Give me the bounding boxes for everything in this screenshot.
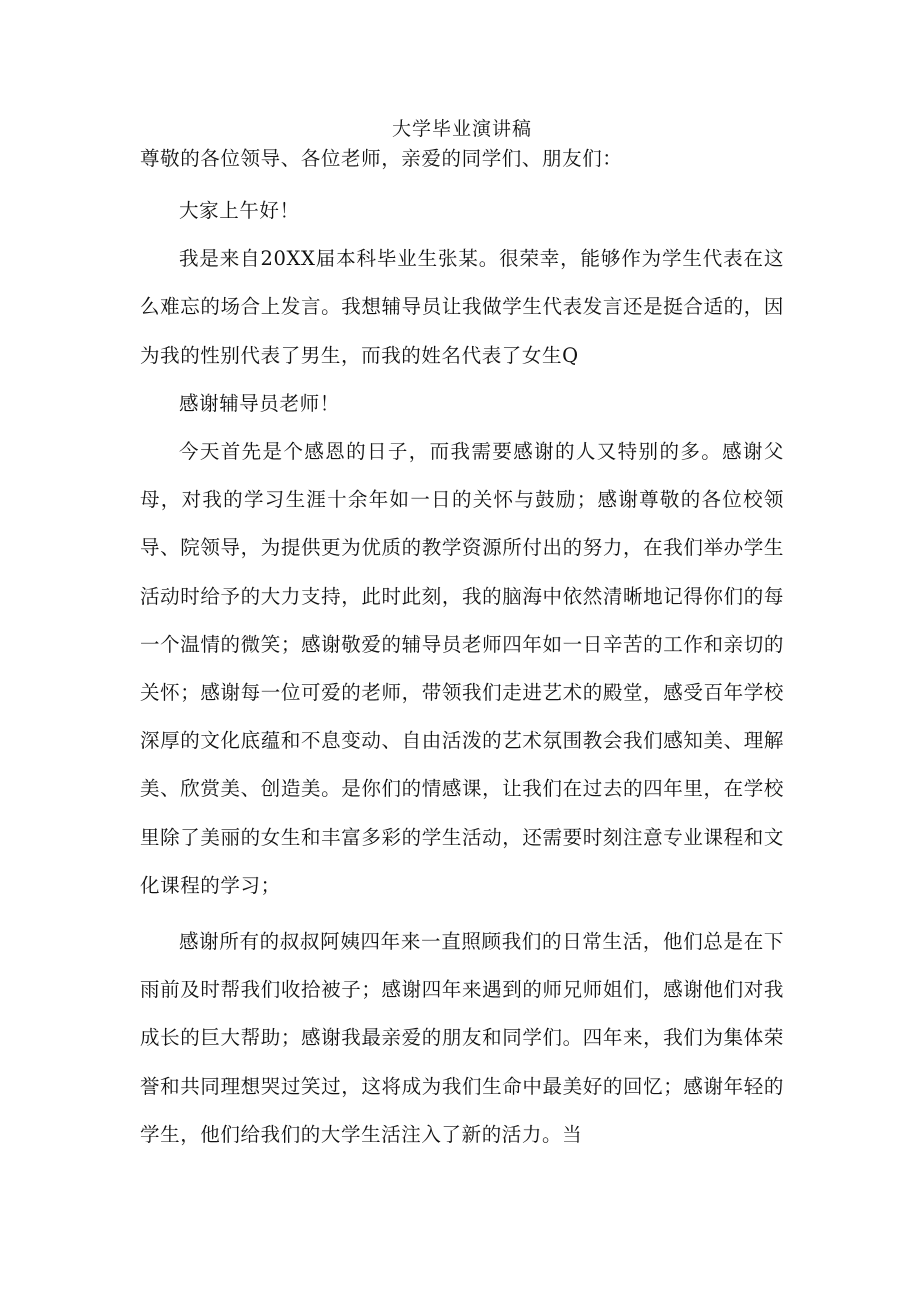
document-title: 大学毕业演讲稿 [391,118,532,140]
paragraph-introduction: 我是来自20XX届本科毕业生张某。很荣幸，能够作为学生代表在这么难忘的场合上发言。我想辅导员让我做学生代表发言还是挺合适的，因为我的性别代表了男生，而我的姓名代表了女生Q [140,247,784,367]
paragraph-gratitude: 今天首先是个感恩的日子，而我需要感谢的人又特别的多。感谢父母，对我的学习生涯十余年如一日的关怀与鼓励；感谢尊敬的各位校领导、院领导，为提供更为优质的教学资源所付出的努力，在我们举办学生活动时给予的大力支持，此时此刻，我的脑海中依然清晰地记得你们的每一个温情的微笑；感谢敬爱的辅导员老师四年如一日辛苦的工作和亲切的关怀；感谢每一位可爱的老师，带领我们走进艺术的殿堂，感受百年学校深厚的文化底蕴和不息变动、自由活泼的艺术氛围教会我们感知美、理解美、欣赏美、创造美。是你们的情感课，让我们在过去的四年里，在学校里除了美丽的女生和丰富多彩的学生活动，还需要时刻注意专业课程和文化课程的学习； [140,440,784,897]
paragraph-thanks-staff: 感谢所有的叔叔阿姨四年来一直照顾我们的日常生活，他们总是在下雨前及时帮我们收拾被子；感谢四年来遇到的师兄师姐们，感谢他们对我成长的巨大帮助；感谢我最亲爱的朋友和同学们。四年来，我们为集体荣誉和共同理想哭过笑过，这将成为我们生命中最美好的回忆；感谢年轻的学生，他们给我们的大学生活注入了新的活力。当 [140,930,784,1146]
document-page [140,113,784,1159]
paragraph-thanks-counselor: 感谢辅导员老师！ [179,391,340,415]
salutation: 尊敬的各位领导、各位老师，亲爱的同学们、朋友们： [140,147,623,170]
paragraph-greeting: 大家上午好！ [179,199,300,222]
